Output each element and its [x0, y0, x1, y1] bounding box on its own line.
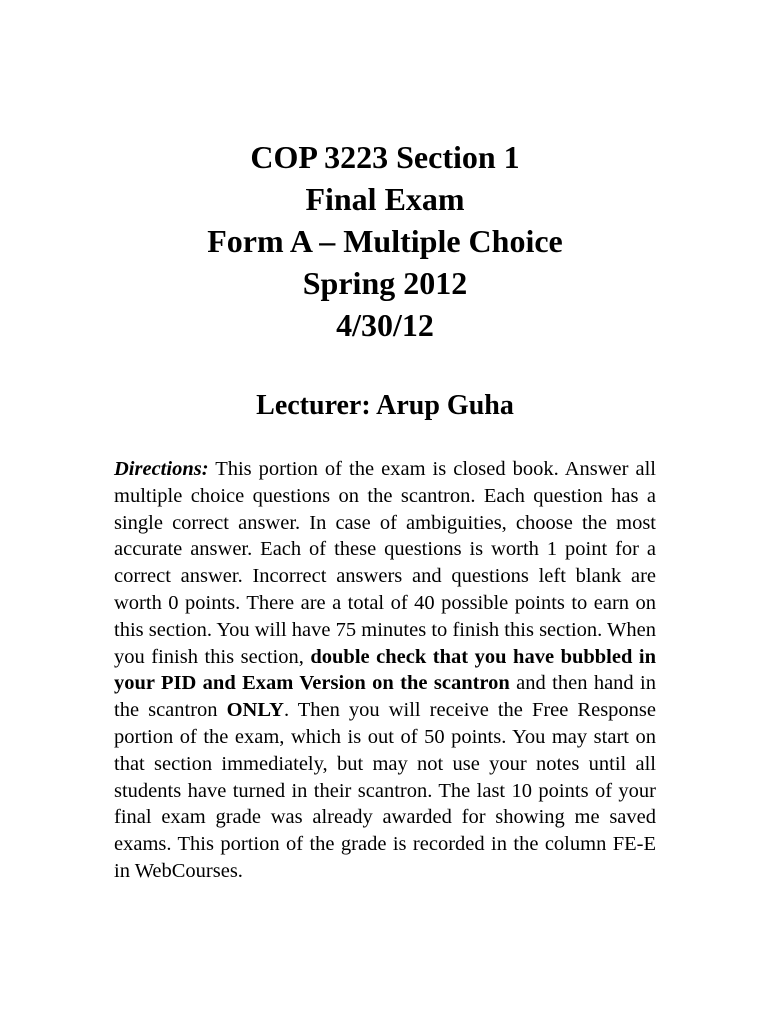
exam-term: Spring 2012 — [302, 265, 468, 301]
directions-text-1: This portion of the exam is closed book. Answer all multiple choice questions on the scantron. Each question has a single correct answer. In case of ambiguities, choose the most accurate answer. Each of these questions is worth 1 point for a correct answer. Incorrect answers and questions left blank are worth 0 points. There are a total of 40 possible points to earn on this section. You will have 75 minutes to finish this section. When you finish this section, — [114, 458, 656, 668]
directions-label: Directions: — [114, 458, 209, 480]
exam-name: Final Exam — [305, 181, 465, 217]
directions-paragraph — [114, 456, 656, 885]
exam-title-block — [0, 136, 770, 346]
exam-form: Form A – Multiple Choice — [207, 223, 563, 259]
directions-text-2: and then hand in the scantron — [114, 672, 656, 722]
directions-emphasis-scantron: double check that you have bubbled in your PID and Exam Version on the scantron — [114, 645, 656, 695]
directions-text-3: . Then you will receive the Free Response portion of the exam, which is out of 50 points. You may start on that section immediately, but may not use your notes until all students have turned in their scantron. The last 10 points of your final exam grade was already awarded for showing me saved exams. This portion of the grade is recorded in the column FE-E in WebCourses. — [114, 699, 657, 882]
directions-emphasis-only: ONLY — [226, 699, 284, 722]
lecturer-name: Lecturer: Arup Guha — [256, 390, 514, 421]
exam-date: 4/30/12 — [336, 307, 434, 343]
course-title: COP 3223 Section 1 — [250, 139, 520, 175]
